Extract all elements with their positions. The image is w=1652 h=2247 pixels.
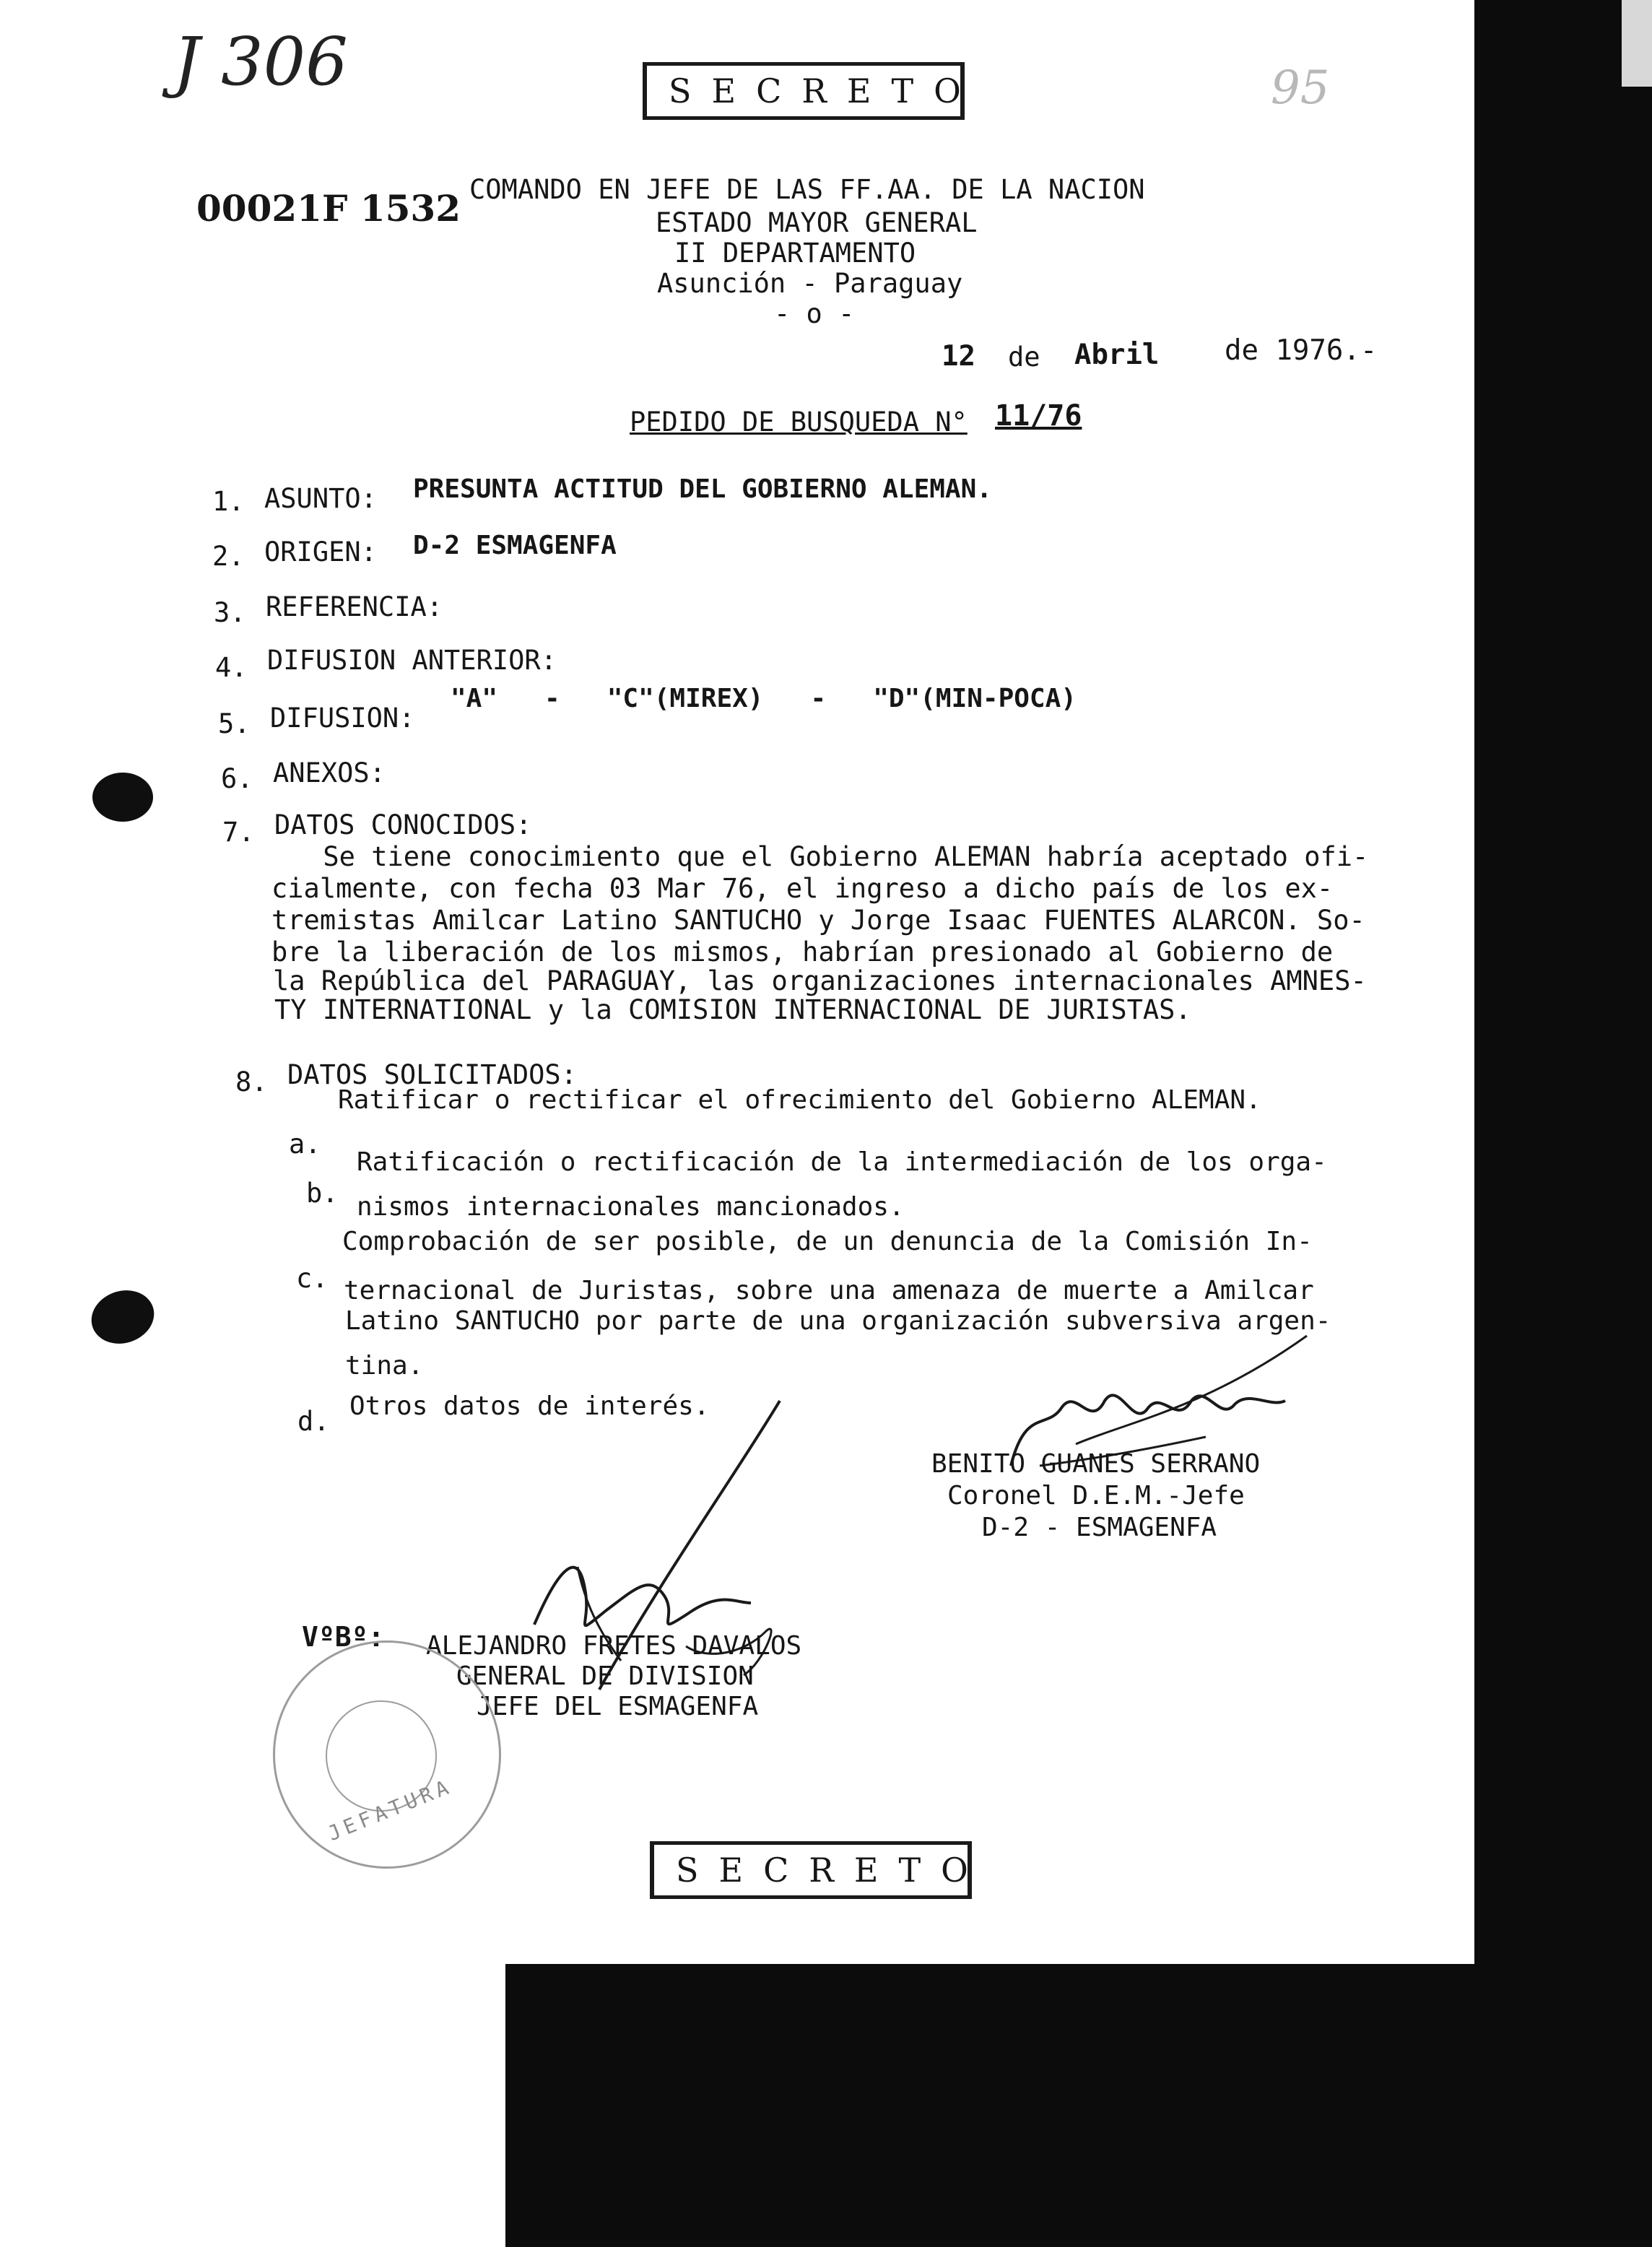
- request-b-line-1: Ratificación o rectificación de la intermediación de los orga-: [357, 1147, 1327, 1177]
- request-a-line-1: Ratificar o rectificar el ofrecimiento del Gobierno ALEMAN.: [338, 1085, 1261, 1115]
- item-1-value: PRESUNTA ACTITUD DEL GOBIERNO ALEMAN.: [413, 474, 992, 504]
- request-b-line-2: nismos internacionales mancionados.: [357, 1192, 905, 1222]
- request-c-line-2: ternacional de Juristas, sobre una amenaza de muerte a Amilcar: [344, 1276, 1314, 1305]
- scan-background-bottom: [505, 1964, 1652, 2247]
- header-separator: - o -: [774, 298, 855, 329]
- punch-hole-lower: [84, 1282, 161, 1352]
- item-4-label: DIFUSION ANTERIOR:: [267, 645, 557, 676]
- page-number-handwritten: 95: [1271, 61, 1330, 115]
- seal-text: JEFATURA: [324, 1773, 456, 1846]
- header-org-line-1: COMANDO EN JEFE DE LAS FF.AA. DE LA NACION: [469, 174, 1145, 205]
- request-d-letter: d.: [297, 1406, 330, 1437]
- item-7-number: 7.: [222, 817, 255, 848]
- signer-right-unit: D-2 - ESMAGENFA: [982, 1513, 1217, 1542]
- item-4-number: 4.: [215, 652, 248, 683]
- scan-edge-strip: [1622, 0, 1652, 87]
- request-a-letter: a.: [289, 1129, 321, 1160]
- item-1-label: ASUNTO:: [264, 483, 377, 514]
- date-month: Abril: [1074, 339, 1160, 371]
- vobo-rank: GENERAL DE DIVISION: [456, 1661, 754, 1691]
- known-data-line-1: Se tiene conocimiento que el Gobierno ALEMAN habría aceptado ofi-: [243, 841, 1369, 872]
- item-2-label: ORIGEN:: [264, 536, 377, 568]
- known-data-line-5: la República del PARAGUAY, las organizaciones internacionales AMNES-: [273, 965, 1367, 996]
- request-title-label: PEDIDO DE BUSQUEDA N°: [630, 407, 968, 438]
- item-2-value: D-2 ESMAGENFA: [413, 531, 617, 560]
- request-c-line-4: tina.: [345, 1351, 424, 1381]
- item-6-label: ANEXOS:: [273, 757, 386, 788]
- scan-background-right: [1474, 0, 1652, 2247]
- known-data-line-3: tremistas Amilcar Latino SANTUCHO y Jorge Isaac FUENTES ALARCON. So-: [271, 905, 1365, 936]
- request-c-line-3: Latino SANTUCHO por parte de una organización subversiva argen-: [345, 1306, 1331, 1336]
- request-b-letter: b.: [306, 1178, 339, 1209]
- item-8-label: DATOS SOLICITADOS:: [287, 1059, 577, 1090]
- request-d-line-1: Otros datos de interés.: [349, 1391, 710, 1421]
- vobo-label: VºBº:: [302, 1621, 385, 1653]
- item-6-number: 6.: [221, 763, 253, 794]
- item-1-number: 1.: [212, 486, 245, 517]
- vobo-name: ALEJANDRO FRETES DAVALOS: [426, 1631, 802, 1661]
- date-de: de: [1008, 342, 1040, 373]
- item-3-number: 3.: [214, 597, 246, 628]
- item-2-number: 2.: [212, 541, 245, 572]
- punch-hole-upper: [92, 773, 153, 822]
- date-year: de 1976.-: [1225, 334, 1378, 367]
- signer-right-name: BENITO GUANES SERRANO: [931, 1449, 1261, 1479]
- item-7-label: DATOS CONOCIDOS:: [274, 809, 532, 840]
- header-org-line-3: II DEPARTAMENTO: [674, 238, 916, 269]
- item-3-label: REFERENCIA:: [266, 591, 443, 622]
- item-5-number: 5.: [218, 708, 251, 739]
- request-c-line-1: Comprobación de ser posible, de un denuncia de la Comisión In-: [342, 1227, 1313, 1256]
- secret-stamp-top: SECRETO: [643, 62, 965, 120]
- known-data-line-2: cialmente, con fecha 03 Mar 76, el ingreso a dicho país de los ex-: [271, 873, 1334, 904]
- date-day: 12: [942, 340, 975, 373]
- known-data-line-6: TY INTERNATIONAL y la COMISION INTERNACIONAL DE JURISTAS.: [274, 994, 1191, 1025]
- secret-stamp-bottom: SECRETO: [650, 1841, 972, 1899]
- known-data-line-4: bre la liberación de los mismos, habrían presionado al Gobierno de: [271, 936, 1334, 968]
- item-8-number: 8.: [235, 1066, 268, 1098]
- signer-right-rank: Coronel D.E.M.-Jefe: [947, 1481, 1245, 1511]
- request-title-number: 11/76: [995, 399, 1082, 433]
- header-org-line-2: ESTADO MAYOR GENERAL: [656, 207, 978, 238]
- item-5-label: DIFUSION:: [270, 703, 415, 734]
- item-5-value: "A" - "C"(MIREX) - "D"(MIN-POCA): [451, 684, 1077, 713]
- document-id: 00021F 1532: [196, 187, 461, 230]
- header-org-line-4: Asunción - Paraguay: [657, 268, 963, 299]
- official-seal: [273, 1640, 501, 1869]
- vobo-position: JEFE DEL ESMAGENFA: [477, 1692, 759, 1721]
- file-number-handwritten: J 306: [173, 23, 348, 100]
- request-c-letter: c.: [296, 1263, 329, 1294]
